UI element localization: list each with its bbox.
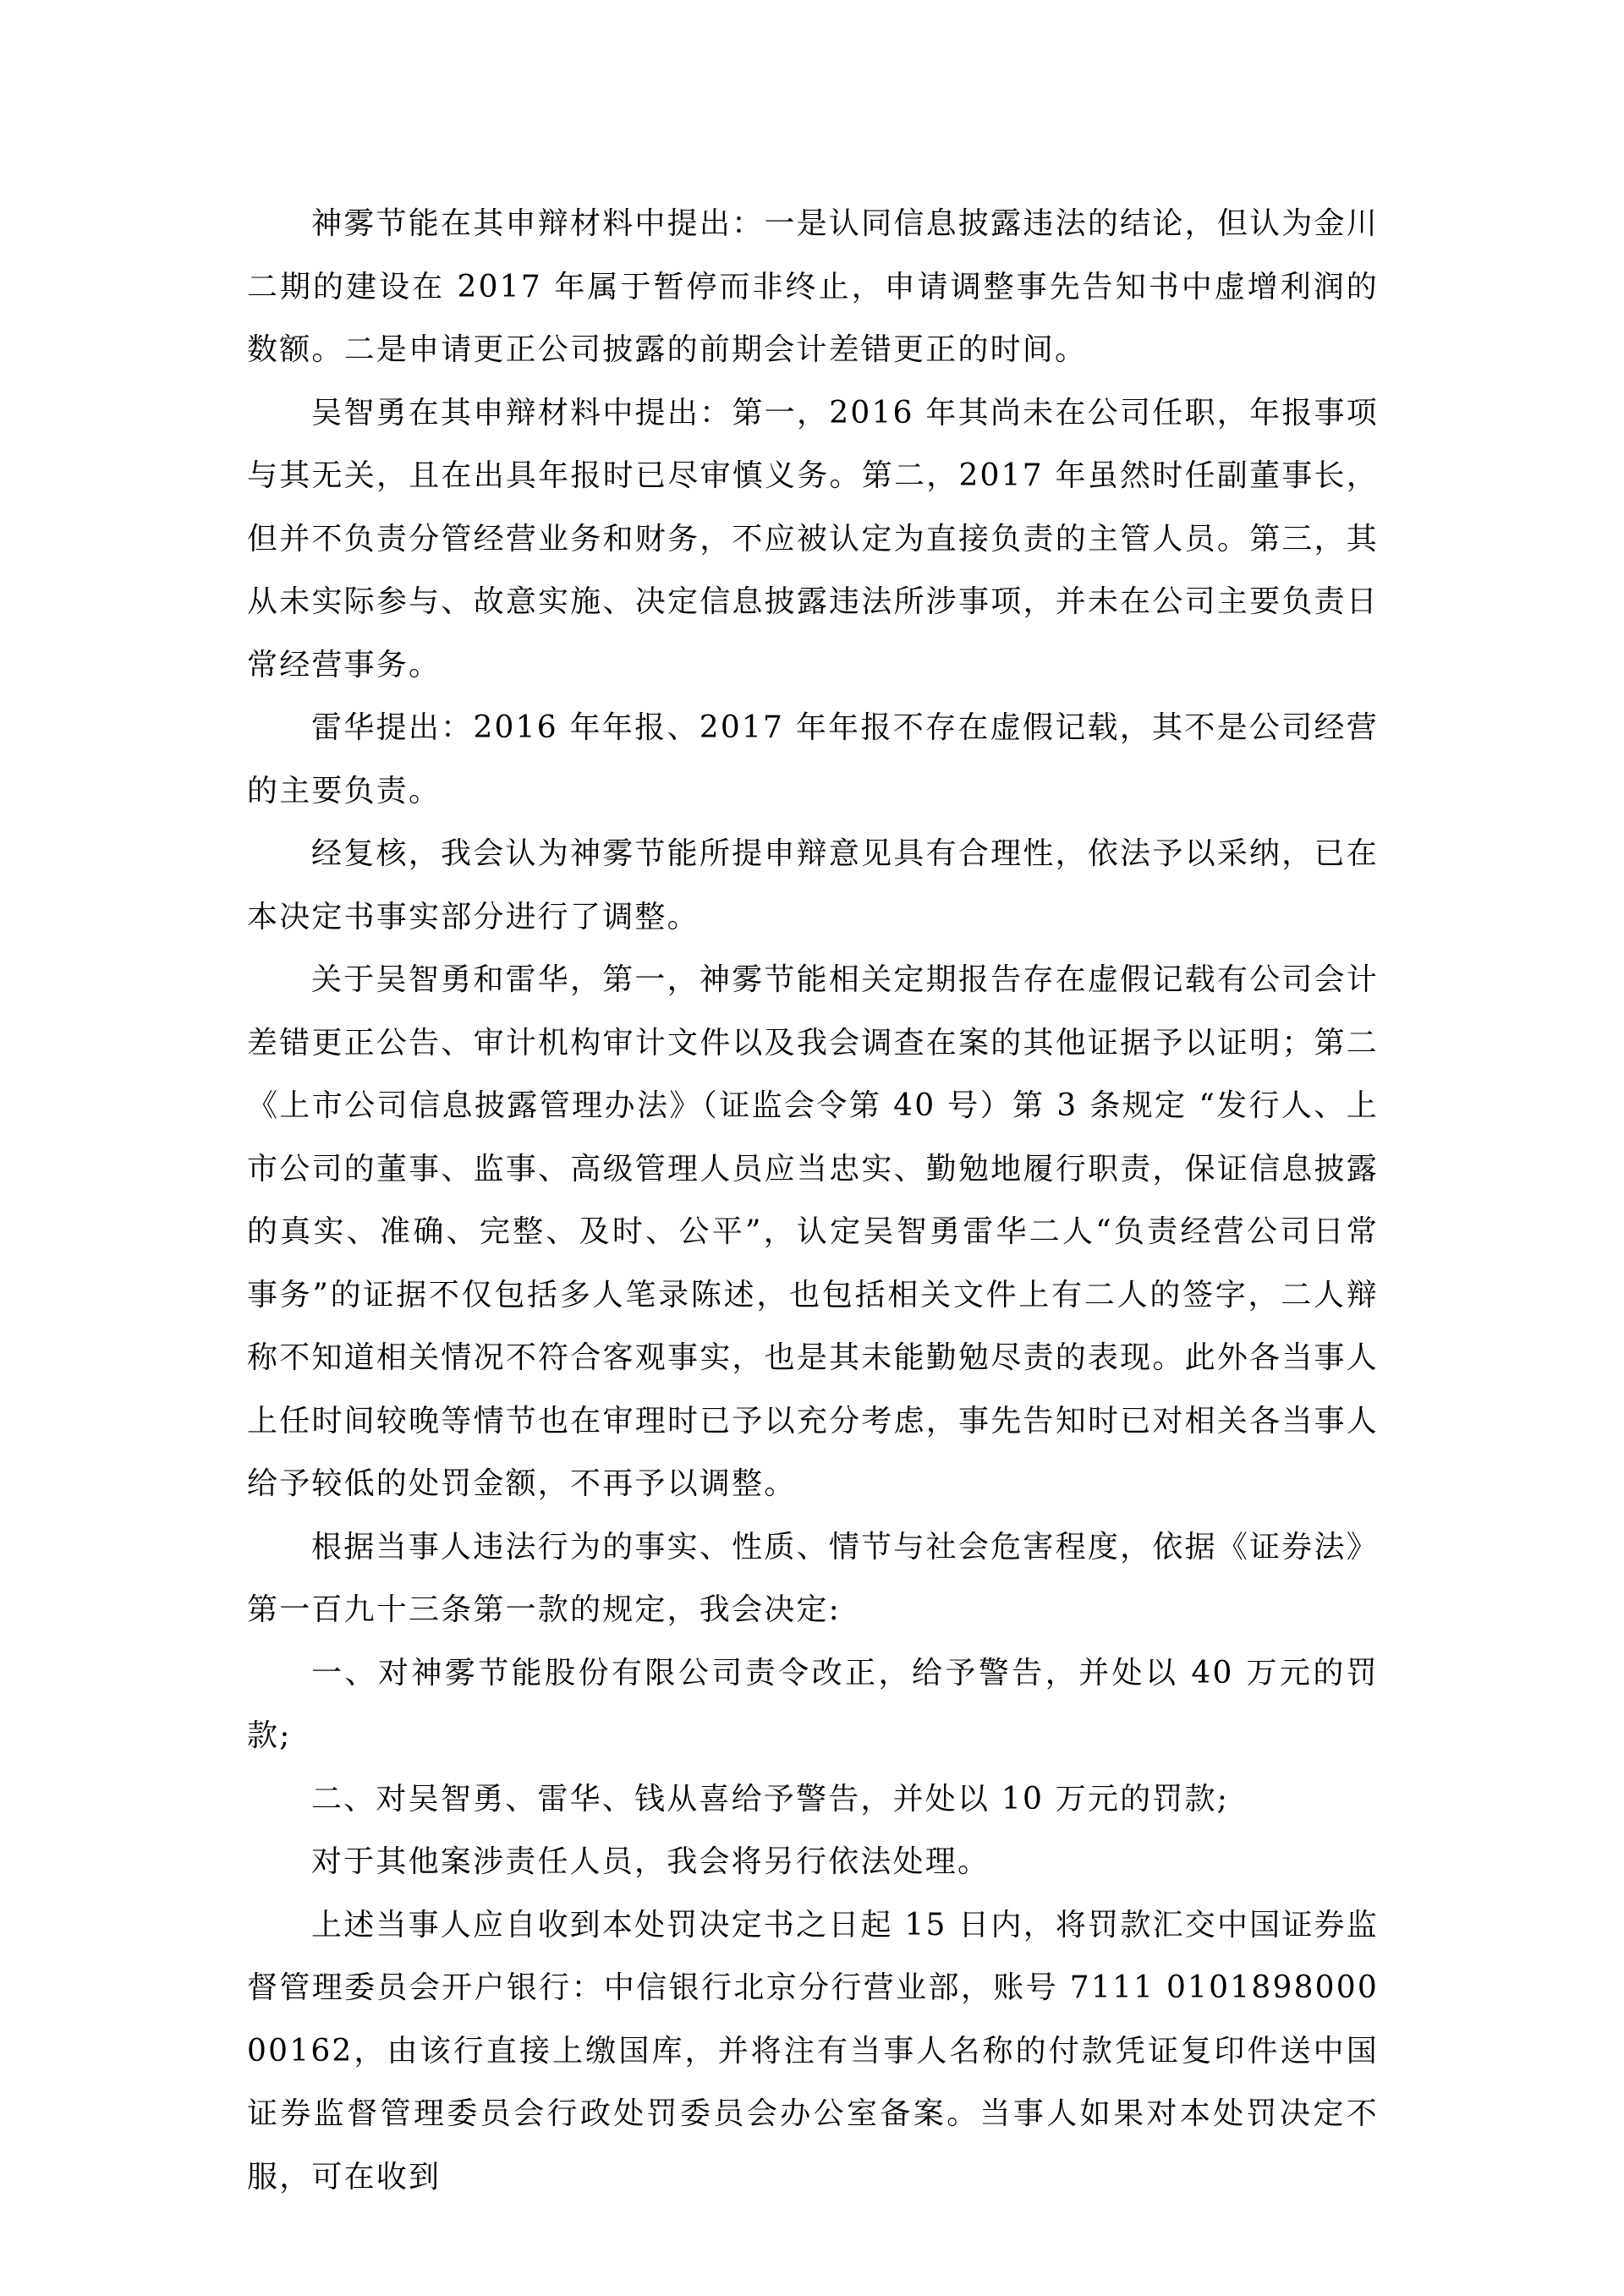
paragraph-review-wu-lei: 关于吴智勇和雷华，第一，神雾节能相关定期报告存在虚假记载有公司会计差错更正公告、审计机构审计文件以及我会调查在案的其他证据予以证明；第二《上市公司信息披露管理办法》（证监会令第 40 号）第 3 条规定 “发行人、上市公司的董事、监事、高级管理人员应当忠实、勤勉地履行职责，保证信息披露的真实、准确、完整、及时、公平”，认定吴智勇雷华二人“负责经营公司日常事务”的证据不仅包括多人笔录陈述，也包括相关文件上有二人的签字，二人辩称不知道相关情况不符合客观事实，也是其未能勤勉尽责的表现。此外各当事人上任时间较晚等情节也在审理时已予以充分考虑，事先告知时已对相关各当事人给予较低的处罚金额，不再予以调整。 (247, 962, 1379, 1501)
paragraph-defense-shenwu: 神雾节能在其申辩材料中提出：一是认同信息披露违法的结论，但认为金川二期的建设在 2017 年属于暂停而非终止，申请调整事先告知书中虚增利润的数额。二是申请更正公司披露的前期会计差错更正的时间。 (247, 206, 1379, 367)
paragraph-defense-lei-hua: 雷华提出：2016 年年报、2017 年年报不存在虚假记载，其不是公司经营的主要负责。 (247, 710, 1379, 808)
paragraph-other-persons: 对于其他案涉责任人员，我会将另行依法处理。 (311, 1844, 990, 1879)
decision-item-1: 一、对神雾节能股份有限公司责令改正，给予警告，并处以 40 万元的罚款; (247, 1655, 1379, 1753)
paragraph-review-shenwu: 经复核，我会认为神雾节能所提申辩意见具有合理性，依法予以采纳，已在本决定书事实部分进行了调整。 (247, 836, 1379, 934)
paragraph-payment-instructions: 上述当事人应自收到本处罚决定书之日起 15 日内，将罚款汇交中国证券监督管理委员会开户银行：中信银行北京分行营业部，账号 7111 010189800000162，由该行直接上缴国库，并将注有当事人名称的付款凭证复印件送中国证券监督管理委员会行政处罚委员会办公室备案。当事人如果对本处罚决定不服，可在收到 (247, 1907, 1379, 2195)
paragraph-defense-wu-zhiyong: 吴智勇在其申辩材料中提出：第一，2016 年其尚未在公司任职，年报事项与其无关，且在出具年报时已尽审慎义务。第二，2017 年虽然时任副董事长，但并不负责分管经营业务和财务，不应被认定为直接负责的主管人员。第三，其从未实际参与、故意实施、决定信息披露违法所涉事项，并未在公司主要负责日常经营事务。 (247, 395, 1379, 682)
decision-item-2: 二、对吴智勇、雷华、钱从喜给予警告，并处以 10 万元的罚款; (311, 1781, 1230, 1817)
document-page (247, 193, 1379, 2209)
paragraph-decision-basis: 根据当事人违法行为的事实、性质、情节与社会危害程度，依据《证券法》第一百九十三条第一款的规定，我会决定: (247, 1529, 1379, 1627)
